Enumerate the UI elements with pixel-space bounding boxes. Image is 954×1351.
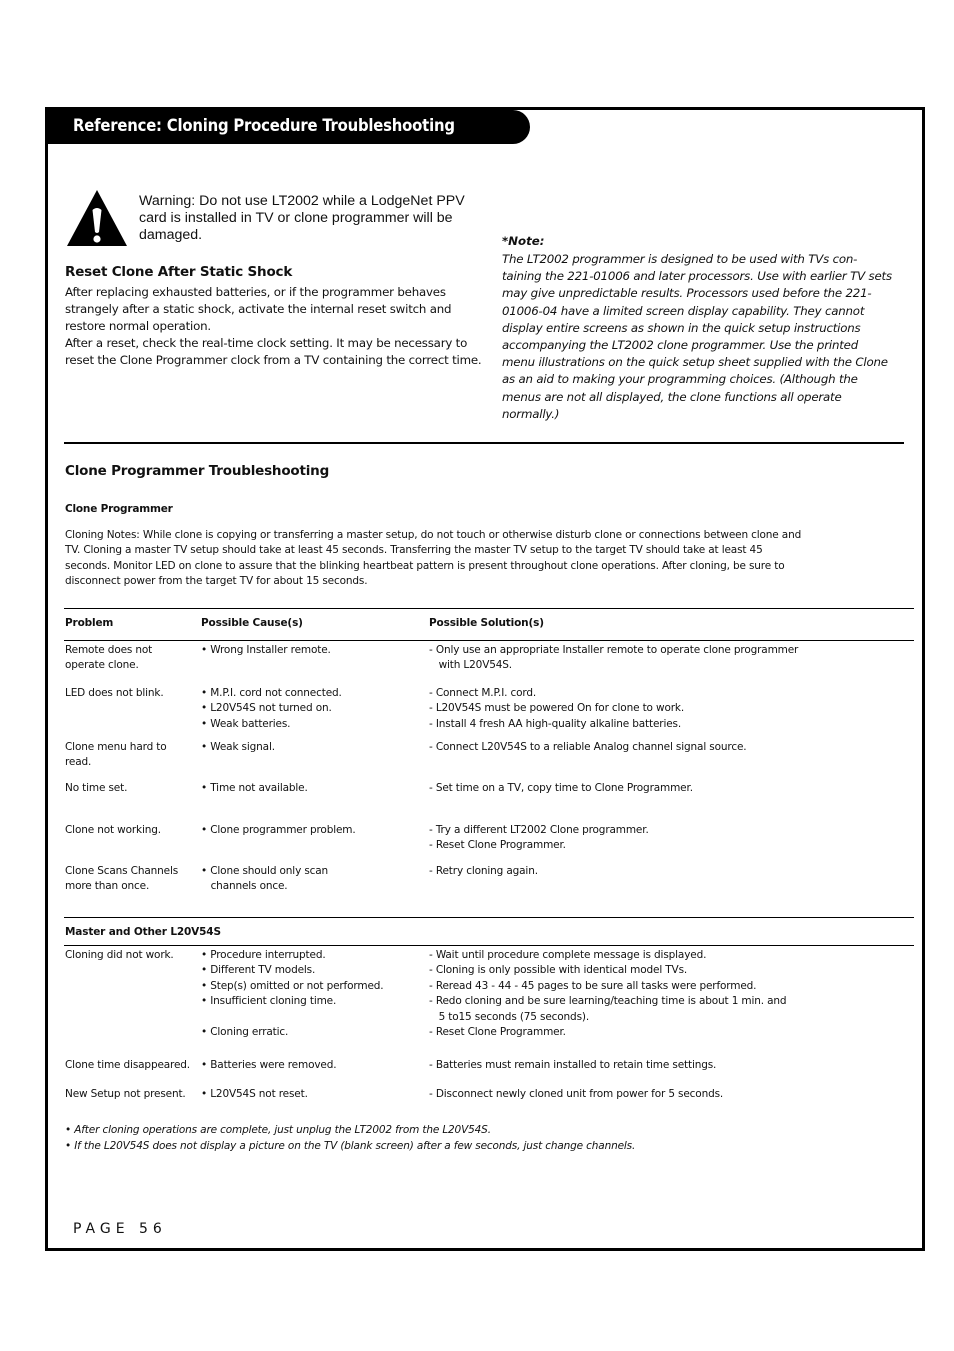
table-row-problem-line: Remote does not	[65, 644, 153, 656]
table-row-solution-line: - Install 4 fresh AA high-quality alkaline batteries.	[429, 717, 682, 730]
table-row-cause-line: • Clone should only scan	[201, 865, 329, 877]
header-problem: Problem	[65, 617, 114, 629]
table-row-2-cause-line: • Batteries were removed.	[201, 1059, 337, 1071]
table-row-solution-line: - Retry cloning again.	[429, 865, 538, 877]
table-row-2-solution-cell	[429, 1058, 716, 1073]
table-row-2-problem-cell	[65, 1087, 186, 1102]
footnote-1: • After cloning operations are complete, just unplug the LT2002 from the L20V54S.	[65, 1124, 491, 1136]
table-row-2-cause-line: • Insufficient cloning time.	[201, 995, 337, 1008]
table-row-cause-line: • Wrong Installer remote.	[201, 644, 331, 656]
table-row-problem-cell	[65, 781, 127, 796]
table-row-problem-cell	[65, 864, 178, 895]
table-row-solution-line: - Connect M.P.I. cord.	[429, 687, 537, 699]
table-row-solution-cell	[429, 740, 746, 755]
table-row-2-cause-cell	[201, 1087, 308, 1102]
table-row-2-solution-line: - Redo cloning and be sure learning/teaching time is about 1 min. and	[429, 995, 787, 1008]
table-row-solution-line: - Reset Clone Programmer.	[429, 839, 566, 852]
reset-heading: Reset Clone After Static Shock	[65, 264, 293, 280]
table-row-2-problem-line: New Setup not present.	[65, 1088, 186, 1100]
table-row-2-solution-line: - Wait until procedure complete message is displayed.	[429, 949, 707, 961]
table-row-solution-line: - Set time on a TV, copy time to Clone Programmer.	[429, 782, 693, 794]
table-row-problem-cell	[65, 823, 161, 838]
warning-text: Warning: Do not use LT2002 while a LodgeNet PPV card is installed in TV or clone programmer will be damaged.	[139, 193, 465, 243]
table-row-solution-line: - Try a different LT2002 Clone programmer.	[429, 824, 649, 836]
table-row-problem-line: Clone not working.	[65, 824, 161, 836]
title-bar	[48, 110, 530, 144]
table-row-cause-cell	[201, 686, 342, 732]
table-row-2-problem-line: Clone time disappeared.	[65, 1059, 190, 1071]
table-row-2-solution-line: - Batteries must remain installed to retain time settings.	[429, 1059, 717, 1071]
table-row-2-cause-line: • Procedure interrupted.	[201, 949, 326, 961]
table-row-solution-line: - Connect L20V54S to a reliable Analog channel signal source.	[429, 741, 747, 753]
table-row-2-solution-line: - Disconnect newly cloned unit from power for 5 seconds.	[429, 1088, 724, 1100]
header-solution: Possible Solution(s)	[429, 617, 544, 629]
note-label: *Note:	[502, 234, 545, 248]
table-row-cause-cell	[201, 643, 331, 658]
table-row-solution-line: with L20V54S.	[429, 659, 512, 672]
table-row-2-solution-line: - Cloning is only possible with identical model TVs.	[429, 964, 688, 977]
table-row-problem-line: LED does not blink.	[65, 687, 164, 699]
section2-top-rule	[64, 917, 914, 918]
table-row-2-solution-line: 5 to15 seconds (75 seconds).	[429, 1010, 590, 1023]
table-row-cause-line: channels once.	[201, 880, 288, 893]
table-row-cause-line: • M.P.I. cord not connected.	[201, 687, 342, 699]
table-row-solution-line: - Only use an appropriate Installer remote to operate clone programmer	[429, 644, 799, 656]
table-row-2-solution-cell	[429, 948, 786, 1040]
table-row-problem-line: more than once.	[65, 880, 150, 893]
table-row-2-problem-cell	[65, 1058, 190, 1073]
table-row-2-solution-line: - Reread 43 - 44 - 45 pages to be sure all tasks were performed.	[429, 979, 757, 992]
table-row-solution-cell	[429, 823, 649, 854]
table-row-cause-cell	[201, 823, 356, 838]
header-cause: Possible Cause(s)	[201, 617, 303, 629]
section-divider	[64, 442, 904, 444]
footnote-2: • If the L20V54S does not display a picture on the TV (blank screen) after a few seconds, just change channels.	[65, 1140, 636, 1152]
table-row-cause-line: • Time not available.	[201, 782, 308, 794]
page-title: Reference: Cloning Procedure Troubleshooting	[73, 116, 455, 135]
table-row-problem-cell	[65, 643, 152, 674]
table-row-2-cause-line: • Different TV models.	[201, 964, 316, 977]
reset-paragraph-2: After a reset, check the real-time clock setting. It may be necessary to reset the Clone Programmer clock from a TV containing the correct time.	[65, 336, 482, 368]
page-number: PAGE 56	[73, 1221, 167, 1237]
table-row-cause-line: • Clone programmer problem.	[201, 824, 356, 836]
table-row-problem-cell	[65, 686, 164, 701]
table-row-2-cause-line: • Cloning erratic.	[201, 1026, 289, 1039]
table-row-cause-line: • Weak batteries.	[201, 717, 291, 730]
table-row-2-solution-line: - Reset Clone Programmer.	[429, 1026, 566, 1039]
table-row-2-cause-cell	[201, 948, 383, 1040]
table-row-2-problem-cell	[65, 948, 174, 963]
table-row-solution-cell	[429, 686, 684, 732]
table-row-solution-cell	[429, 643, 798, 674]
note-text: The LT2002 programmer is designed to be used with TVs con-taining the 221-01006 and later processors. Use with earlier TV sets may give unpredictable results. Processors used before the 221-01006-04 have a limited screen display capability. They cannot display entire screens as shown in the quick setup instructions accompanying the LT2002 clone programmer. Use the printed menu illustrations on the quick setup sheet supplied with the Clone as an aid to making your programming choices. (Although the menus are not all displayed, the clone functions all operate normally.)	[502, 252, 892, 421]
table-row-2-cause-line: • L20V54S not reset.	[201, 1088, 308, 1100]
table-row-cause-line: • Weak signal.	[201, 741, 275, 753]
table-row-cause-line: • L20V54S not turned on.	[201, 702, 332, 715]
table-row-problem-line: Clone Scans Channels	[65, 865, 179, 877]
table-row-2-cause-line	[201, 1010, 383, 1025]
table-row-solution-cell	[429, 781, 693, 796]
table-row-2-cause-line: • Step(s) omitted or not performed.	[201, 979, 384, 992]
table-row-solution-cell	[429, 864, 538, 879]
section2-heading: Master and Other L20V54S	[65, 926, 221, 938]
warning-exclamation-icon	[65, 188, 129, 248]
clone-programmer-subheading: Clone Programmer	[65, 503, 173, 515]
table-row-cause-cell	[201, 864, 328, 895]
table-row-2-problem-line: Cloning did not work.	[65, 949, 174, 961]
table-header-rule	[64, 640, 914, 641]
table-row-problem-line: read.	[65, 756, 92, 769]
table-row-cause-cell	[201, 740, 275, 755]
table-row-solution-line: - L20V54S must be powered On for clone to work.	[429, 702, 685, 715]
reset-paragraph-1: After replacing exhausted batteries, or if the programmer behaves strangely after a static shock, activate the internal reset switch and restore normal operation.	[65, 285, 452, 334]
table-row-cause-cell	[201, 781, 308, 796]
table-row-problem-line: No time set.	[65, 782, 128, 794]
table-row-problem-cell	[65, 740, 167, 771]
section2-rule	[64, 945, 914, 946]
troubleshooting-heading: Clone Programmer Troubleshooting	[65, 463, 330, 479]
table-row-2-cause-cell	[201, 1058, 336, 1073]
table-row-2-solution-cell	[429, 1087, 723, 1102]
table-row-problem-line: Clone menu hard to	[65, 741, 167, 753]
table-top-rule	[64, 608, 914, 609]
cloning-notes: Cloning Notes: While clone is copying or transferring a master setup, do not touch or otherwise disturb clone or connections between clone and TV. Cloning a master TV setup should take at least 45 seconds. Transferring the master TV setup to the target TV should take at least 45 seconds. Monitor LED on clone to assure that the blinking heartbeat pattern is present throughout clone operations. After cloning, be sure to disconnect power from the target TV for about 15 seconds.	[65, 529, 802, 588]
table-row-problem-line: operate clone.	[65, 659, 139, 672]
